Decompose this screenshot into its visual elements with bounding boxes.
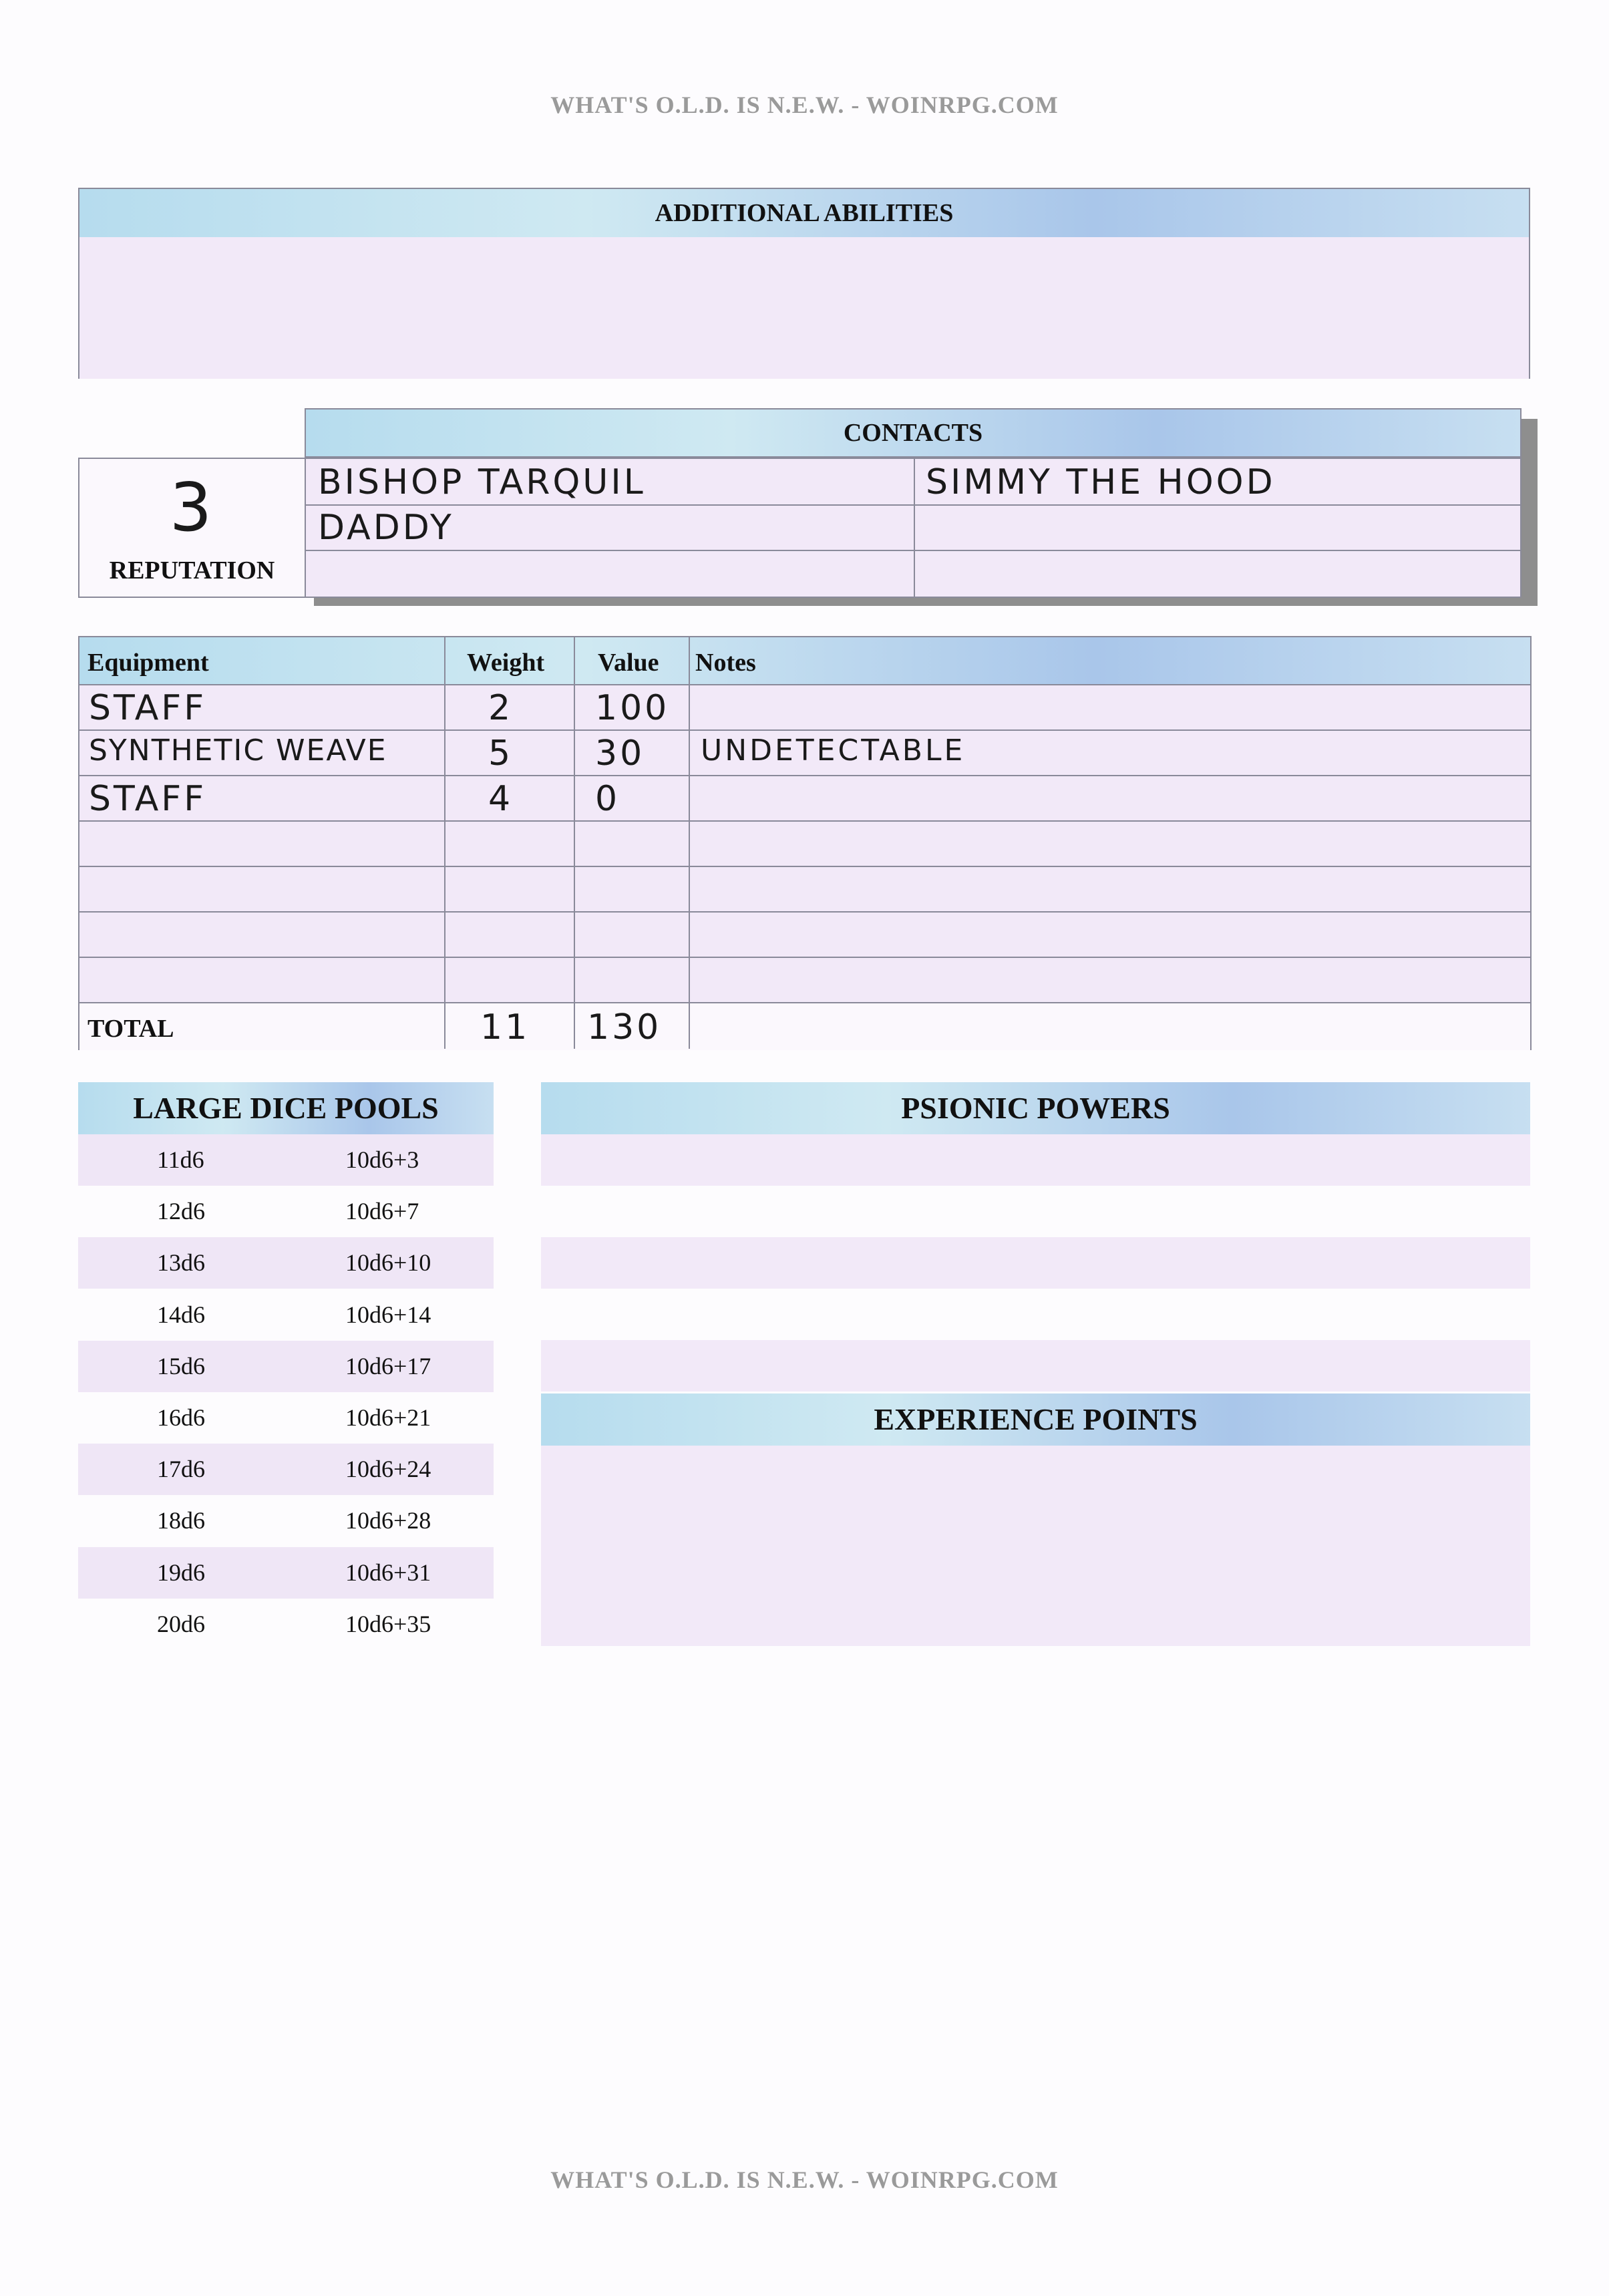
dice-pool-size: 16d6	[157, 1404, 205, 1431]
psionic-powers-title: PSIONIC POWERS	[541, 1082, 1530, 1134]
dice-pool-row	[78, 1444, 494, 1495]
equipment-weight-cell[interactable]: 5	[488, 733, 514, 774]
dice-pool-row	[78, 1495, 494, 1546]
equipment-value-cell[interactable]: 0	[595, 779, 620, 819]
dice-pool-equivalent: 10d6+17	[345, 1352, 431, 1379]
contact-entry[interactable]: SIMMY THE HOOD	[914, 459, 1522, 506]
dice-pool-row	[78, 1341, 494, 1392]
dice-pool-equivalent: 10d6+14	[345, 1301, 431, 1328]
additional-abilities-title: ADDITIONAL ABILITIES	[79, 189, 1529, 238]
equipment-weight-cell[interactable]: 4	[488, 779, 514, 819]
dice-pool-row	[78, 1599, 494, 1650]
dice-pool-size: 20d6	[157, 1610, 205, 1637]
equipment-item-cell[interactable]: SYNTHETIC WEAVE	[89, 733, 387, 768]
contact-entry[interactable]	[306, 550, 915, 598]
reputation-value[interactable]: 3	[169, 468, 215, 546]
equipment-value-cell[interactable]: 100	[595, 688, 670, 728]
equipment-total-row	[79, 1003, 1530, 1050]
equipment-row	[79, 913, 1530, 958]
dice-pool-size: 12d6	[157, 1198, 205, 1225]
contact-entry[interactable]: DADDY	[306, 504, 915, 551]
contact-entry[interactable]	[914, 504, 1522, 551]
dice-pool-size: 13d6	[157, 1249, 205, 1277]
reputation-label: REPUTATION	[109, 556, 275, 585]
dice-pool-row	[78, 1392, 494, 1444]
dice-pool-size: 14d6	[157, 1301, 205, 1328]
dice-pool-equivalent: 10d6+10	[345, 1249, 431, 1277]
experience-points-title: EXPERIENCE POINTS	[541, 1393, 1530, 1446]
psionic-powers-field[interactable]	[541, 1237, 1530, 1289]
large-dice-pools-title: LARGE DICE POOLS	[78, 1082, 494, 1134]
notes-col-header: Notes	[695, 649, 756, 677]
equipment-row	[79, 822, 1530, 867]
dice-pool-row	[78, 1237, 494, 1289]
equipment-item-cell[interactable]: STAFF	[89, 779, 207, 819]
dice-pool-size: 18d6	[157, 1507, 205, 1534]
dice-pool-size: 11d6	[157, 1146, 204, 1173]
contact-entry[interactable]: BISHOP TARQUIL	[306, 459, 915, 506]
equipment-row	[79, 776, 1530, 822]
experience-points-field[interactable]	[541, 1446, 1530, 1646]
dice-pool-equivalent: 10d6+35	[345, 1610, 431, 1637]
contacts-title: CONTACTS	[305, 408, 1522, 458]
total-label: TOTAL	[87, 1015, 174, 1043]
equipment-value-cell[interactable]: 30	[595, 733, 645, 774]
equipment-row	[79, 958, 1530, 1003]
equipment-row	[79, 731, 1530, 776]
dice-pool-row	[78, 1289, 494, 1341]
additional-abilities-box	[78, 188, 1530, 379]
dice-pool-size: 15d6	[157, 1352, 205, 1379]
dice-pool-size: 19d6	[157, 1559, 205, 1586]
dice-pool-equivalent: 10d6+21	[345, 1404, 431, 1431]
dice-pool-equivalent: 10d6+28	[345, 1507, 431, 1534]
equipment-weight-cell[interactable]: 2	[488, 688, 514, 728]
equipment-row	[79, 867, 1530, 913]
total-weight[interactable]: 11	[480, 1007, 530, 1047]
dice-pool-equivalent: 10d6+24	[345, 1456, 431, 1483]
page-header-text: WHAT'S O.L.D. IS N.E.W. - WOINRPG.COM	[550, 92, 1059, 118]
equipment-col-header: Equipment	[87, 649, 209, 677]
total-value[interactable]: 130	[587, 1007, 662, 1047]
equipment-item-cell[interactable]: STAFF	[89, 688, 207, 728]
dice-pool-row	[78, 1186, 494, 1237]
dice-pool-row	[78, 1134, 494, 1186]
dice-pool-equivalent: 10d6+3	[345, 1146, 419, 1173]
psionic-powers-field[interactable]	[541, 1340, 1530, 1391]
value-col-header: Value	[598, 649, 659, 677]
equipment-header-row	[79, 637, 1530, 685]
weight-col-header: Weight	[467, 649, 545, 677]
dice-pool-row	[78, 1547, 494, 1599]
equipment-table	[78, 636, 1532, 1050]
page-footer-text: WHAT'S O.L.D. IS N.E.W. - WOINRPG.COM	[550, 2166, 1059, 2193]
additional-abilities-field[interactable]	[79, 237, 1529, 379]
dice-pool-equivalent: 10d6+31	[345, 1559, 431, 1586]
psionic-powers-field[interactable]	[541, 1134, 1530, 1186]
dice-pool-equivalent: 10d6+7	[345, 1198, 419, 1225]
equipment-notes-cell[interactable]: UNDETECTABLE	[701, 733, 966, 768]
contact-entry[interactable]	[914, 550, 1522, 598]
contacts-grid	[305, 458, 1522, 598]
equipment-row	[79, 685, 1530, 731]
dice-pool-size: 17d6	[157, 1456, 205, 1483]
